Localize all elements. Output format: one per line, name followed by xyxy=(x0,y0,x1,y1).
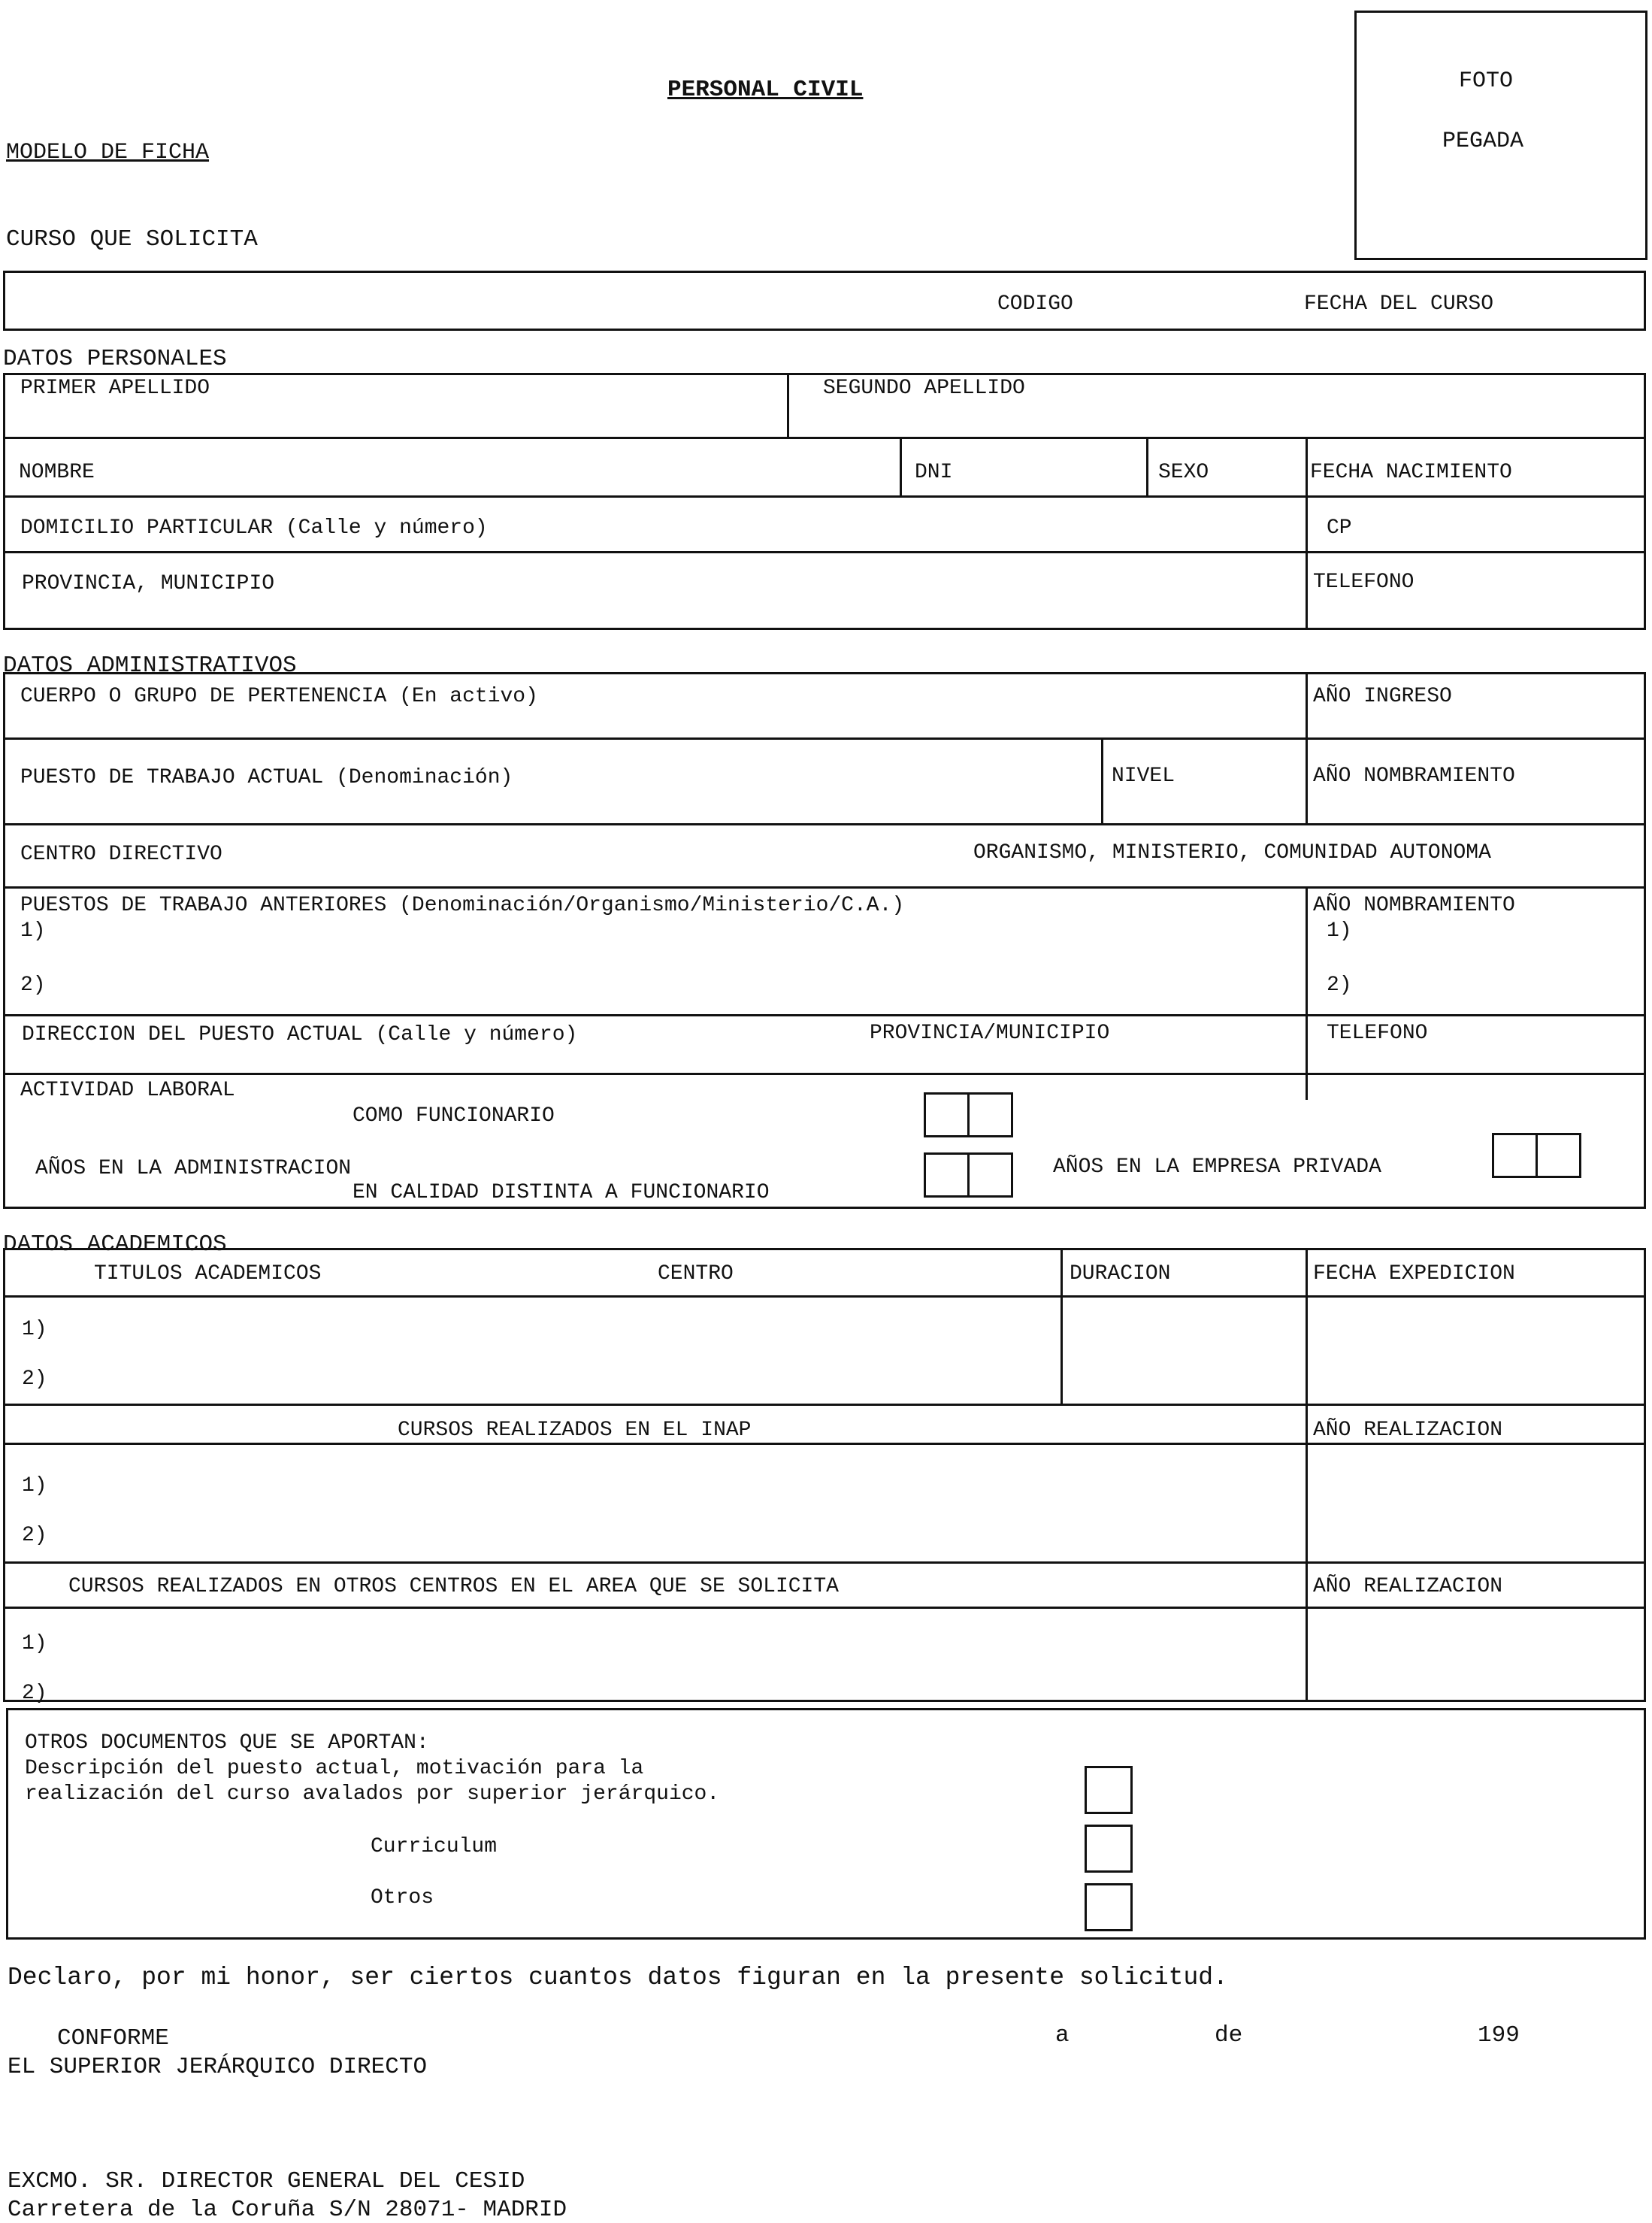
post-province-field[interactable]: PROVINCIA/MUNICIPIO xyxy=(870,1022,1110,1045)
current-post-field[interactable]: PUESTO DE TRABAJO ACTUAL (Denominación) xyxy=(20,766,513,789)
degrees-header: TITULOS ACADEMICOS xyxy=(94,1262,322,1286)
documents-others-label: Otros xyxy=(371,1886,434,1910)
directive-center-field[interactable]: CENTRO DIRECTIVO xyxy=(20,843,222,866)
documents-cv-label: Curriculum xyxy=(371,1835,498,1858)
corps-field[interactable]: CUERPO O GRUPO DE PERTENENCIA (En activo) xyxy=(20,685,538,708)
post-address-field[interactable]: DIRECCION DEL PUESTO ACTUAL (Calle y número) xyxy=(22,1023,578,1046)
photo-box xyxy=(1354,11,1647,260)
other-course-row-2[interactable]: 2) xyxy=(22,1682,47,1705)
documents-heading: OTROS DOCUMENTOS QUE SE APORTAN: xyxy=(25,1731,429,1755)
previous-posts-field[interactable]: PUESTOS DE TRABAJO ANTERIORES (Denominación/Organismo/Ministerio/C.A.) xyxy=(20,894,905,917)
previous-appointment-year-1[interactable]: 1) xyxy=(1327,919,1352,943)
personal-data-table xyxy=(3,373,1646,630)
post-phone-field[interactable]: TELEFONO xyxy=(1327,1022,1428,1045)
private-years-boxes[interactable] xyxy=(1492,1133,1584,1178)
phone-field[interactable]: TELEFONO xyxy=(1313,571,1414,594)
section-academic: DATOS ACADEMICOS xyxy=(3,1233,227,1254)
course-box[interactable] xyxy=(3,271,1646,331)
issue-date-header: FECHA EXPEDICION xyxy=(1313,1262,1515,1286)
previous-post-1[interactable]: 1) xyxy=(20,919,46,943)
years-private-label: AÑOS EN LA EMPRESA PRIVADA xyxy=(1053,1155,1381,1179)
cp-field[interactable]: CP xyxy=(1327,516,1352,540)
other-course-row-1[interactable]: 1) xyxy=(22,1632,47,1655)
birth-date-field[interactable]: FECHA NACIMIENTO xyxy=(1310,461,1512,484)
appointment-year-field[interactable]: AÑO NOMBRAMIENTO xyxy=(1313,765,1515,788)
center-header: CENTRO xyxy=(658,1262,734,1286)
course-date-label: FECHA DEL CURSO xyxy=(1304,292,1494,316)
years-admin-label: AÑOS EN LA ADMINISTRACION xyxy=(35,1157,352,1180)
addressee-address: Carretera de la Coruña S/N 28071- MADRID xyxy=(8,2197,567,2223)
other-capacity-label: EN CALIDAD DISTINTA A FUNCIONARIO xyxy=(352,1181,770,1204)
date-a-label: a xyxy=(1055,2022,1070,2049)
addressee-line: EXCMO. SR. DIRECTOR GENERAL DEL CESID xyxy=(8,2168,525,2194)
address-field[interactable]: DOMICILIO PARTICULAR (Calle y número) xyxy=(20,516,488,540)
superior-label: EL SUPERIOR JERÁRQUICO DIRECTO xyxy=(8,2054,428,2080)
conforme-label: CONFORME xyxy=(57,2025,169,2052)
description-checkbox[interactable] xyxy=(1085,1766,1133,1814)
other-capacity-years-boxes[interactable] xyxy=(924,1152,1015,1198)
course-code-label: CODIGO xyxy=(997,292,1073,316)
previous-appointment-year-label: AÑO NOMBRAMIENTO xyxy=(1313,894,1515,917)
inap-courses-header: CURSOS REALIZADOS EN EL INAP xyxy=(398,1419,752,1442)
photo-label-line1: FOTO xyxy=(1459,68,1514,94)
form-title: PERSONAL CIVIL xyxy=(667,77,864,103)
documents-desc-line1: Descripción del puesto actual, motivación para la xyxy=(25,1757,644,1780)
degree-row-2[interactable]: 2) xyxy=(22,1367,47,1391)
previous-post-2[interactable]: 2) xyxy=(20,974,46,997)
work-activity-label: ACTIVIDAD LABORAL xyxy=(20,1079,235,1102)
section-administrative: DATOS ADMINISTRATIVOS xyxy=(3,654,297,675)
photo-label-line2: PEGADA xyxy=(1442,129,1524,154)
date-year-label: 199 xyxy=(1478,2022,1520,2049)
academic-data-table xyxy=(3,1248,1646,1705)
level-field[interactable]: NIVEL xyxy=(1112,765,1175,788)
dni-field[interactable]: DNI xyxy=(915,461,953,484)
organism-field[interactable]: ORGANISMO, MINISTERIO, COMUNIDAD AUTONOMA xyxy=(973,841,1491,865)
sex-field[interactable]: SEXO xyxy=(1158,461,1209,484)
cv-checkbox[interactable] xyxy=(1085,1825,1133,1873)
first-surname-field[interactable]: PRIMER APELLIDO xyxy=(20,377,210,400)
model-label: MODELO DE FICHA xyxy=(6,140,210,165)
documents-box xyxy=(6,1708,1646,1940)
degree-row-1[interactable]: 1) xyxy=(22,1318,47,1341)
official-years-boxes[interactable] xyxy=(924,1092,1015,1137)
inap-year-header: AÑO REALIZACION xyxy=(1313,1419,1503,1442)
other-courses-header: CURSOS REALIZADOS EN OTROS CENTROS EN EL AREA QUE SE SOLICITA xyxy=(68,1575,839,1598)
province-field[interactable]: PROVINCIA, MUNICIPIO xyxy=(22,572,275,595)
declaration-text: Declaro, por mi honor, ser ciertos cuantos datos figuran en la presente solicitud. xyxy=(8,1964,1228,1991)
other-courses-year-header: AÑO REALIZACION xyxy=(1313,1575,1503,1598)
name-field[interactable]: NOMBRE xyxy=(19,461,95,484)
course-requested-label: CURSO QUE SOLICITA xyxy=(6,226,258,253)
date-de-label: de xyxy=(1215,2022,1243,2049)
duration-header: DURACION xyxy=(1070,1262,1171,1286)
administrative-data-table xyxy=(3,672,1646,1209)
inap-course-row-1[interactable]: 1) xyxy=(22,1474,47,1498)
as-official-label: COMO FUNCIONARIO xyxy=(352,1104,555,1128)
previous-appointment-year-2[interactable]: 2) xyxy=(1327,974,1352,997)
inap-course-row-2[interactable]: 2) xyxy=(22,1524,47,1547)
second-surname-field[interactable]: SEGUNDO APELLIDO xyxy=(823,377,1025,400)
documents-desc-line2: realización del curso avalados por superior jerárquico. xyxy=(25,1782,720,1806)
section-personal: DATOS PERSONALES xyxy=(3,346,227,372)
others-checkbox[interactable] xyxy=(1085,1883,1133,1931)
entry-year-field[interactable]: AÑO INGRESO xyxy=(1313,685,1452,708)
